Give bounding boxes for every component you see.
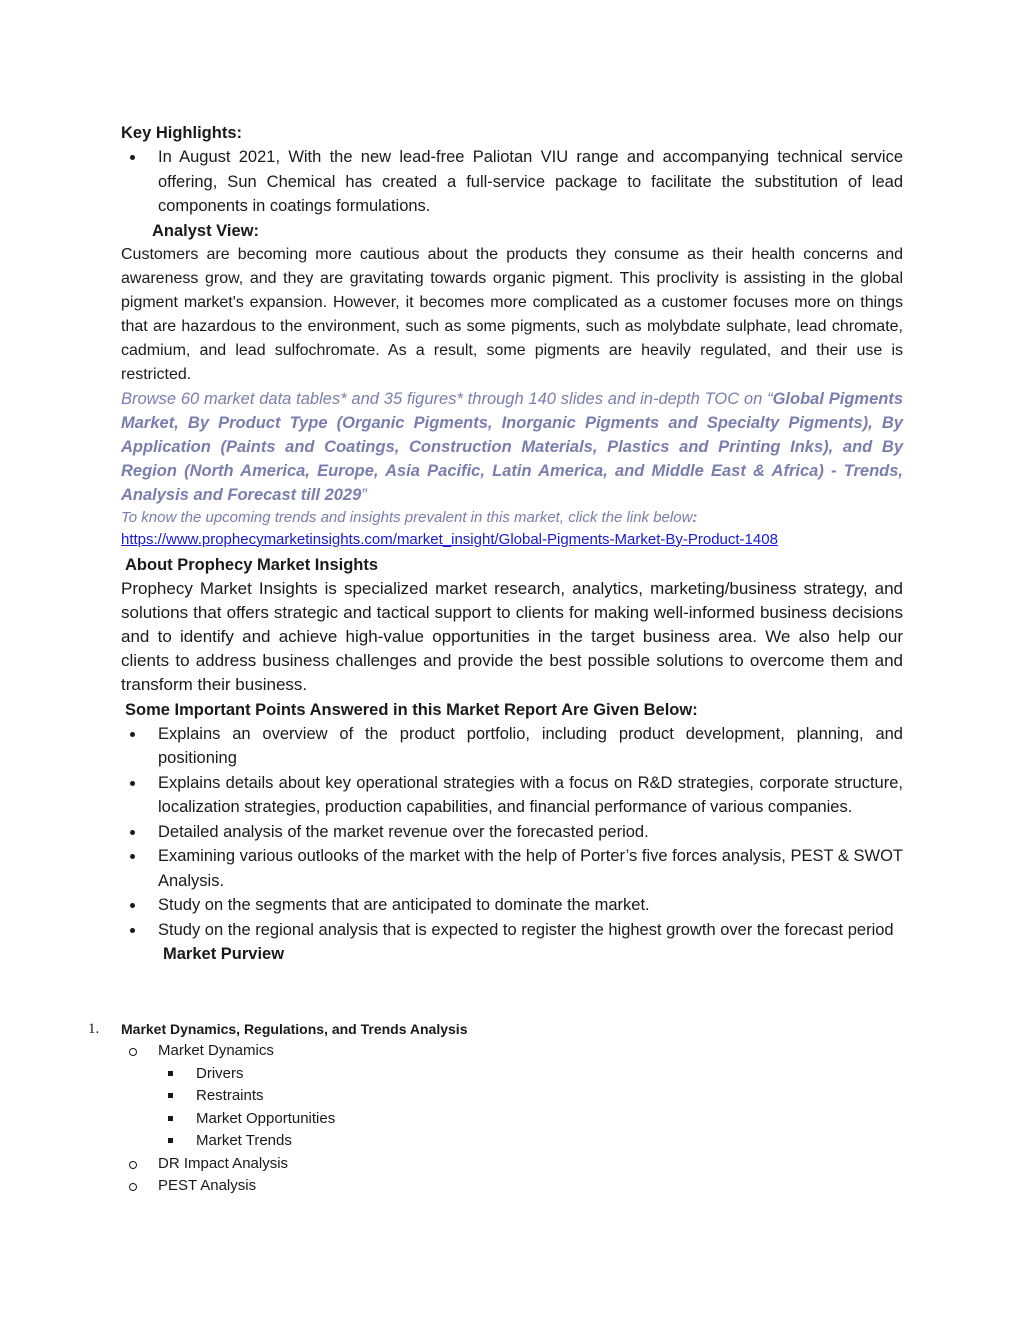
list-item <box>121 722 903 771</box>
circle-bullet-icon <box>129 1048 137 1056</box>
browse-suffix: ” <box>361 485 367 504</box>
toc-item <box>88 1085 908 1108</box>
circle-bullet-icon <box>129 1183 137 1191</box>
square-bullet-icon <box>168 1093 173 1098</box>
key-highlights-heading: Key Highlights: <box>121 124 243 142</box>
report-title: Global Pigments Market, By Product Type (Organic Pigments, Inorganic Pigments and Specialty Pigments), By Application (Paints and Coatings, Construction Materials, Plastics and Printing Inks), and By Region (North America, Europe, Asia Pacific, Latin America, and Middle East & Africa) - Trends, Analysis and Forecast till 2029 <box>121 389 903 504</box>
bullet-icon <box>130 830 135 835</box>
point-text: Study on the segments that are anticipated to dominate the market. <box>158 896 650 914</box>
list-item <box>121 918 903 943</box>
list-item <box>121 771 903 820</box>
toc-subsection-label: PEST Analysis <box>158 1177 257 1194</box>
circle-bullet-icon <box>129 1161 137 1169</box>
bullet-icon <box>130 781 135 786</box>
analyst-view-heading: Analyst View: <box>152 221 259 240</box>
bullet-icon <box>130 928 135 933</box>
toc-section-title: Market Dynamics, Regulations, and Trends Analysis <box>121 1021 468 1037</box>
toc-item-label: Restraints <box>196 1087 264 1104</box>
toc-subsection-label: DR Impact Analysis <box>158 1154 289 1172</box>
document-body <box>121 121 903 966</box>
square-bullet-icon <box>168 1116 173 1121</box>
analyst-view-text: Customers are becoming more cautious about the products they consume as their health concerns and awareness grow, and they are gravitating towards organic pigment. This proclivity is assisting in the global pigment market's expansion. However, it becomes more complicated as a customer focuses more on things that are hazardous to the environment, such as some pigments, such as molybdate sulphate, lead chromate, cadmium, and lead sulfochromate. As a result, some pigments are heavily regulated, and their use is restricted. <box>121 245 903 383</box>
know-more-text <box>121 507 903 529</box>
toc-item-label: Market Opportunities <box>196 1109 336 1127</box>
list-item <box>121 893 903 918</box>
list-item <box>121 145 903 219</box>
points-list <box>121 722 903 943</box>
points-heading: Some Important Points Answered in this Market Report Are Given Below: <box>125 700 698 719</box>
toc-item-label: Market Trends <box>196 1132 292 1149</box>
about-heading: About Prophecy Market Insights <box>125 555 379 574</box>
browse-prefix: Browse 60 market data tables* and 35 figures* through 140 slides and in-depth TOC on “ <box>121 389 773 408</box>
point-text: Explains details about key operational strategies with a focus on R&D strategies, corporate structure, localization strategies, production capabilities, and financial performance of various companies. <box>158 773 903 816</box>
bullet-icon <box>130 854 135 859</box>
toc-item-label: Drivers <box>196 1064 244 1082</box>
point-text: Detailed analysis of the market revenue over the forecasted period. <box>158 822 649 841</box>
bullet-icon <box>130 903 135 908</box>
about-text: Prophecy Market Insights is specialized market research, analytics, marketing/business strategy, and solutions that offers strategic and tactical support to clients for making well-informed business decisions and to identify and achieve high-value opportunities in the target business area. We also help our clients to address business challenges and provide the best possible solutions to overcome them and transform their business. <box>121 578 903 694</box>
table-of-contents <box>88 1018 908 1198</box>
list-item <box>121 844 903 893</box>
bullet-icon <box>130 155 135 160</box>
point-text: Explains an overview of the product portfolio, including product development, planning, and positioning <box>158 724 903 767</box>
toc-subsection <box>88 1153 908 1176</box>
toc-section-number: 1. <box>88 1021 100 1037</box>
know-more-colon: : <box>692 508 698 526</box>
toc-item <box>88 1130 908 1153</box>
list-item <box>121 820 903 845</box>
point-text: Study on the regional analysis that is expected to register the highest growth over the forecast period <box>158 920 894 939</box>
key-highlight-text: In August 2021, With the new lead-free Paliotan VIU range and accompanying technical service offering, Sun Chemical has created a full-service package to facilitate the substitution of lead components in coatings formulations. <box>158 148 903 215</box>
point-text: Examining various outlooks of the market with the help of Porter’s five forces analysis, PEST & SWOT Analysis. <box>158 847 903 890</box>
market-purview-heading: Market Purview <box>163 945 285 963</box>
bullet-icon <box>130 732 135 737</box>
key-highlights-list <box>121 145 903 219</box>
toc-subsection <box>88 1175 908 1198</box>
toc-subsection <box>88 1040 908 1063</box>
toc-subsection-label: Market Dynamics <box>158 1042 274 1059</box>
know-more-label: To know the upcoming trends and insights prevalent in this market, click the link below <box>121 508 693 526</box>
toc-item <box>88 1063 908 1086</box>
browse-report-text <box>121 387 903 507</box>
report-link[interactable]: https://www.prophecymarketinsights.com/market_insight/Global-Pigments-Market-By-Product-1408 <box>121 530 778 548</box>
toc-section <box>88 1018 908 1040</box>
toc-item <box>88 1108 908 1131</box>
square-bullet-icon <box>168 1138 173 1143</box>
square-bullet-icon <box>168 1071 173 1076</box>
